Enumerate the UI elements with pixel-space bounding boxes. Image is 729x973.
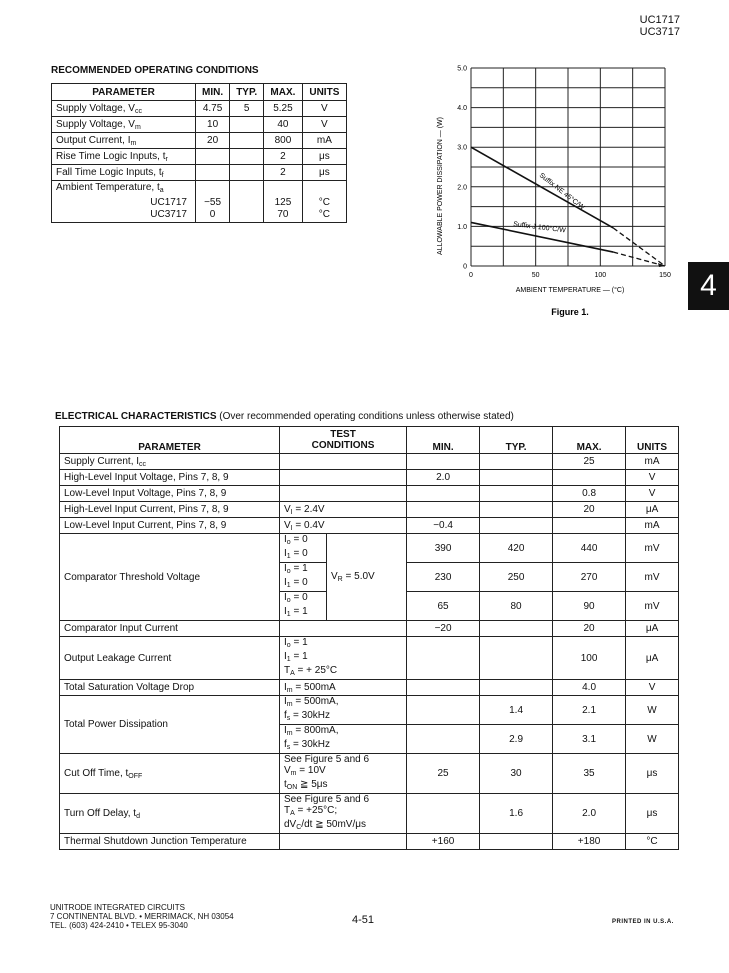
cell-sub: m: [134, 123, 141, 131]
col-header: MIN.: [407, 427, 480, 454]
col-header: MAX.: [553, 427, 626, 454]
cell: +160: [407, 834, 480, 850]
series-label-ne: Suffix NE 45°C/W: [537, 172, 586, 212]
cell-sub: A: [290, 670, 295, 677]
cell: = + 25°C: [294, 665, 338, 676]
cell: mA: [626, 518, 679, 534]
cell: μs: [302, 165, 346, 181]
cell: Rise Time Logic Inputs, t: [56, 150, 166, 162]
cell: I: [284, 592, 287, 603]
table-row: [52, 181, 347, 223]
table-row: [52, 133, 347, 149]
table-row: [60, 754, 679, 794]
cell: I: [284, 696, 287, 707]
cell: 5.25: [264, 101, 303, 117]
cell: ≧ 5μs: [297, 779, 328, 790]
cell: = 0: [290, 592, 308, 603]
cell: = 1: [290, 606, 308, 617]
table-row: [52, 149, 347, 165]
cell: μs: [626, 754, 679, 794]
table-row: [60, 794, 679, 834]
cell: μs: [626, 794, 679, 834]
cell: mA: [302, 133, 346, 149]
cell: Total Power Dissipation: [60, 696, 280, 754]
table-row: [60, 621, 679, 637]
cell: μA: [626, 621, 679, 637]
table-row: [60, 454, 679, 470]
electrical-title-block: [55, 411, 514, 422]
cell-sub: 1: [286, 611, 291, 618]
section-tab: 4: [688, 262, 729, 310]
cell: V: [284, 503, 291, 515]
col-header: UNITS: [302, 84, 346, 101]
cell-sub: 1: [286, 582, 291, 589]
cell-sub: cc: [134, 107, 142, 115]
cell: 250: [480, 563, 553, 592]
cell: [196, 165, 230, 181]
cell: = 2.4V: [292, 503, 325, 515]
cell: 90: [553, 592, 626, 621]
cell-sub: r: [165, 155, 168, 163]
cell: 230: [407, 563, 480, 592]
cell: °C: [318, 209, 330, 220]
series-line-solid: [471, 147, 613, 228]
cell: 270: [553, 563, 626, 592]
cell: [230, 149, 264, 165]
cell-sub: ON: [286, 784, 298, 791]
cell: 2.0: [407, 470, 480, 486]
col-header: TEST: [330, 429, 356, 440]
cell: °C: [318, 197, 330, 208]
cell: mV: [626, 592, 679, 621]
cell: Output Current, I: [56, 134, 131, 146]
x-tick-label: 50: [531, 272, 540, 279]
cell: 4.0: [553, 680, 626, 696]
cell: Thermal Shutdown Junction Temperature: [60, 834, 280, 850]
cell: W: [626, 696, 679, 725]
cell: 80: [480, 592, 553, 621]
table-row: [60, 486, 679, 502]
cell: [553, 470, 626, 486]
x-axis-label: AMBIENT TEMPERATURE — (°C): [515, 287, 625, 294]
footer-line: UNITRODE INTEGRATED CIRCUITS: [50, 903, 185, 912]
cell: dV: [284, 819, 297, 830]
series-line-dashed: [613, 228, 665, 266]
x-tick-label: 0: [469, 272, 473, 279]
cell: = 1: [290, 563, 308, 574]
cell: 390: [407, 534, 480, 563]
part-number-1: UC1717: [639, 14, 680, 26]
cell: 20: [553, 502, 626, 518]
cell: High-Level Input Current, Pins 7, 8, 9: [60, 502, 280, 518]
cell: I: [284, 681, 287, 693]
cell: = 500mA,: [292, 696, 339, 707]
cell: = 0.4V: [292, 519, 325, 531]
electrical-note: (Over recommended operating conditions unless otherwise stated): [219, 411, 514, 422]
cell-sub: m: [286, 701, 293, 708]
cell: Total Saturation Voltage Drop: [60, 680, 280, 696]
cell: T: [284, 665, 291, 676]
col-header: TYP.: [230, 84, 264, 101]
cell: I: [284, 548, 287, 559]
cell: 440: [553, 534, 626, 563]
cell: Output Leakage Current: [60, 637, 280, 680]
cell: °C: [626, 834, 679, 850]
cell: mV: [626, 563, 679, 592]
cell-sub: A: [290, 810, 295, 817]
cell-sub: 1: [286, 553, 291, 560]
table-row: [60, 834, 679, 850]
table-row: [60, 680, 679, 696]
x-tick-label: 100: [594, 272, 607, 279]
y-tick-label: 4.0: [457, 105, 467, 113]
cell: = 30kHz: [290, 710, 331, 721]
cell: t: [284, 779, 287, 790]
cell: [407, 454, 480, 470]
y-tick-label: 3.0: [457, 144, 467, 152]
page-number: 4-51: [352, 914, 375, 926]
cell-sub: f: [161, 171, 164, 179]
col-header: CONDITIONS: [311, 440, 375, 451]
cell-sub: I: [290, 524, 293, 532]
y-axis-label: ALLOWABLE POWER DISSIPATION — (W): [437, 117, 444, 255]
cell: I: [284, 534, 287, 545]
cell-sub: o: [286, 597, 291, 604]
cell: μs: [302, 149, 346, 165]
cell: [553, 518, 626, 534]
cell: [230, 117, 264, 133]
cell: 420: [480, 534, 553, 563]
cell: V: [626, 680, 679, 696]
cell: μA: [626, 637, 679, 680]
cell: I: [284, 606, 287, 617]
cell: V: [626, 470, 679, 486]
cell: V: [284, 519, 291, 531]
printed-in: PRINTED IN U.S.A.: [612, 919, 674, 925]
cell: UC1717: [150, 197, 187, 208]
cell: Fall Time Logic Inputs, t: [56, 166, 162, 178]
table-header-row: [60, 427, 679, 454]
cell: I: [284, 637, 287, 648]
cell-sub: m: [286, 730, 293, 737]
cell: mA: [626, 454, 679, 470]
cell: See Figure 5 and 6: [284, 794, 370, 805]
cell: 0.8: [553, 486, 626, 502]
cell-sub: d: [136, 812, 140, 820]
y-tick-label: 5.0: [457, 65, 467, 73]
cell-sub: I: [290, 508, 293, 516]
recommended-table: [51, 83, 347, 223]
col-header: TYP.: [480, 427, 553, 454]
table-row: [60, 518, 679, 534]
cell: Low-Level Input Voltage, Pins 7, 8, 9: [60, 486, 280, 502]
cell: /dt ≧ 50mV/μs: [301, 819, 367, 830]
cell: Supply Voltage, V: [56, 118, 135, 130]
cell: = 5.0V: [342, 571, 375, 582]
cell-sub: m: [286, 686, 293, 694]
cell: 1.6: [480, 794, 553, 834]
cell: I: [284, 651, 287, 662]
cell-sub: o: [286, 642, 291, 649]
cell: 2.0: [553, 794, 626, 834]
cell: −55: [204, 197, 222, 208]
cell: 5: [230, 101, 264, 117]
cell: [407, 502, 480, 518]
cell-sub: cc: [139, 460, 147, 468]
cell: 40: [264, 117, 303, 133]
cell: 2: [264, 165, 303, 181]
table-row: [60, 502, 679, 518]
table-row: [60, 696, 679, 725]
cell: T: [284, 805, 291, 816]
col-header: PARAMETER: [52, 84, 196, 101]
cell: V: [284, 765, 291, 776]
cell: −0.4: [407, 518, 480, 534]
table-row: [60, 470, 679, 486]
cell: = 30kHz: [290, 739, 331, 750]
cell-sub: R: [337, 576, 343, 583]
cell: f: [284, 739, 287, 750]
cell: V: [302, 101, 346, 117]
power-dissipation-chart: [425, 58, 685, 323]
cell: 4.75: [196, 101, 230, 117]
col-header: PARAMETER: [60, 427, 280, 454]
cell: 30: [480, 754, 553, 794]
cell: W: [626, 725, 679, 754]
cell: [407, 486, 480, 502]
figure-caption: Figure 1.: [551, 307, 589, 317]
cell-sub: a: [159, 187, 164, 194]
cell: Low-Level Input Current, Pins 7, 8, 9: [60, 518, 280, 534]
cell: UC3717: [150, 209, 187, 220]
table-row: [52, 117, 347, 133]
cell: 20: [553, 621, 626, 637]
cell: 25: [407, 754, 480, 794]
electrical-title: ELECTRICAL CHARACTERISTICS: [55, 411, 217, 422]
cell-sub: 1: [286, 656, 291, 663]
cell: 1.4: [480, 696, 553, 725]
cell: 2.1: [553, 696, 626, 725]
cell: High-Level Input Voltage, Pins 7, 8, 9: [60, 470, 280, 486]
table-row: [52, 165, 347, 181]
cell: 35: [553, 754, 626, 794]
cell-sub: s: [286, 715, 291, 722]
cell: Supply Voltage, V: [56, 102, 135, 114]
cell: = 1: [290, 637, 308, 648]
y-tick-label: 1.0: [457, 223, 467, 231]
cell: = 10V: [296, 765, 326, 776]
cell: 3.1: [553, 725, 626, 754]
col-header: MIN.: [196, 84, 230, 101]
cell-sub: s: [286, 744, 291, 751]
cell: 0: [209, 209, 216, 220]
cell: V: [626, 486, 679, 502]
part-number-2: UC3717: [639, 26, 680, 38]
cell: 2.9: [480, 725, 553, 754]
cell: I: [284, 725, 287, 736]
cell: See Figure 5 and 6: [284, 754, 370, 765]
cell: [196, 149, 230, 165]
cell: 25: [553, 454, 626, 470]
table-row: [60, 534, 679, 563]
cell: f: [284, 710, 287, 721]
cell: Turn Off Delay, t: [64, 807, 137, 819]
cell: = 500mA: [292, 681, 336, 693]
y-tick-label: 2.0: [457, 184, 467, 192]
cell: V: [331, 571, 338, 582]
cell: Cut Off Time, t: [64, 767, 129, 779]
x-tick-label: 150: [659, 272, 671, 279]
cell: mV: [626, 534, 679, 563]
cell: 125: [274, 197, 292, 208]
cell: = 0: [290, 577, 308, 588]
series-line-dashed: [613, 252, 665, 266]
cell: Supply Current, I: [64, 455, 140, 467]
table-row: [60, 637, 679, 680]
col-header: MAX.: [264, 84, 303, 101]
table-header-row: [52, 84, 347, 101]
cell: 20: [196, 133, 230, 149]
y-tick-label: 0: [463, 263, 467, 271]
cell: [230, 165, 264, 181]
cell: −20: [407, 621, 480, 637]
cell: [480, 454, 553, 470]
cell-sub: m: [290, 770, 297, 777]
table-row: [52, 101, 347, 117]
cell-sub: o: [286, 539, 291, 546]
electrical-table: [59, 426, 679, 850]
cell: 800: [264, 133, 303, 149]
col-header: UNITS: [626, 427, 679, 454]
cell: +180: [553, 834, 626, 850]
footer-line: 7 CONTINENTAL BLVD. • MERRIMACK, NH 03054: [50, 912, 234, 921]
cell: Ambient Temperature, t: [56, 182, 160, 193]
cell-sub: o: [286, 568, 291, 575]
cell-sub: C: [296, 824, 302, 831]
cell: 10: [196, 117, 230, 133]
cell: [230, 133, 264, 149]
cell: 70: [277, 209, 289, 220]
cell: = 800mA,: [292, 725, 339, 736]
cell: = 1: [290, 651, 308, 662]
cell-sub: m: [130, 139, 137, 147]
cell: I: [284, 577, 287, 588]
cell: 65: [407, 592, 480, 621]
footer-address: [50, 903, 234, 930]
cell: Comparator Input Current: [60, 621, 280, 637]
recommended-title: RECOMMENDED OPERATING CONDITIONS: [51, 65, 259, 76]
cell: V: [302, 117, 346, 133]
cell: 100: [553, 637, 626, 680]
cell: 2: [264, 149, 303, 165]
footer-line: TEL. (603) 424-2410 • TELEX 95-3040: [50, 921, 188, 930]
cell: = 0: [290, 548, 308, 559]
cell: = 0: [290, 534, 308, 545]
cell: = +25°C;: [294, 805, 338, 816]
cell-sub: OFF: [128, 772, 143, 780]
series-label-j: Suffix J 100°C/W: [512, 221, 567, 235]
chart-grid: [471, 68, 665, 266]
cell: Comparator Threshold Voltage: [60, 534, 280, 621]
cell: μA: [626, 502, 679, 518]
cell: I: [284, 563, 287, 574]
